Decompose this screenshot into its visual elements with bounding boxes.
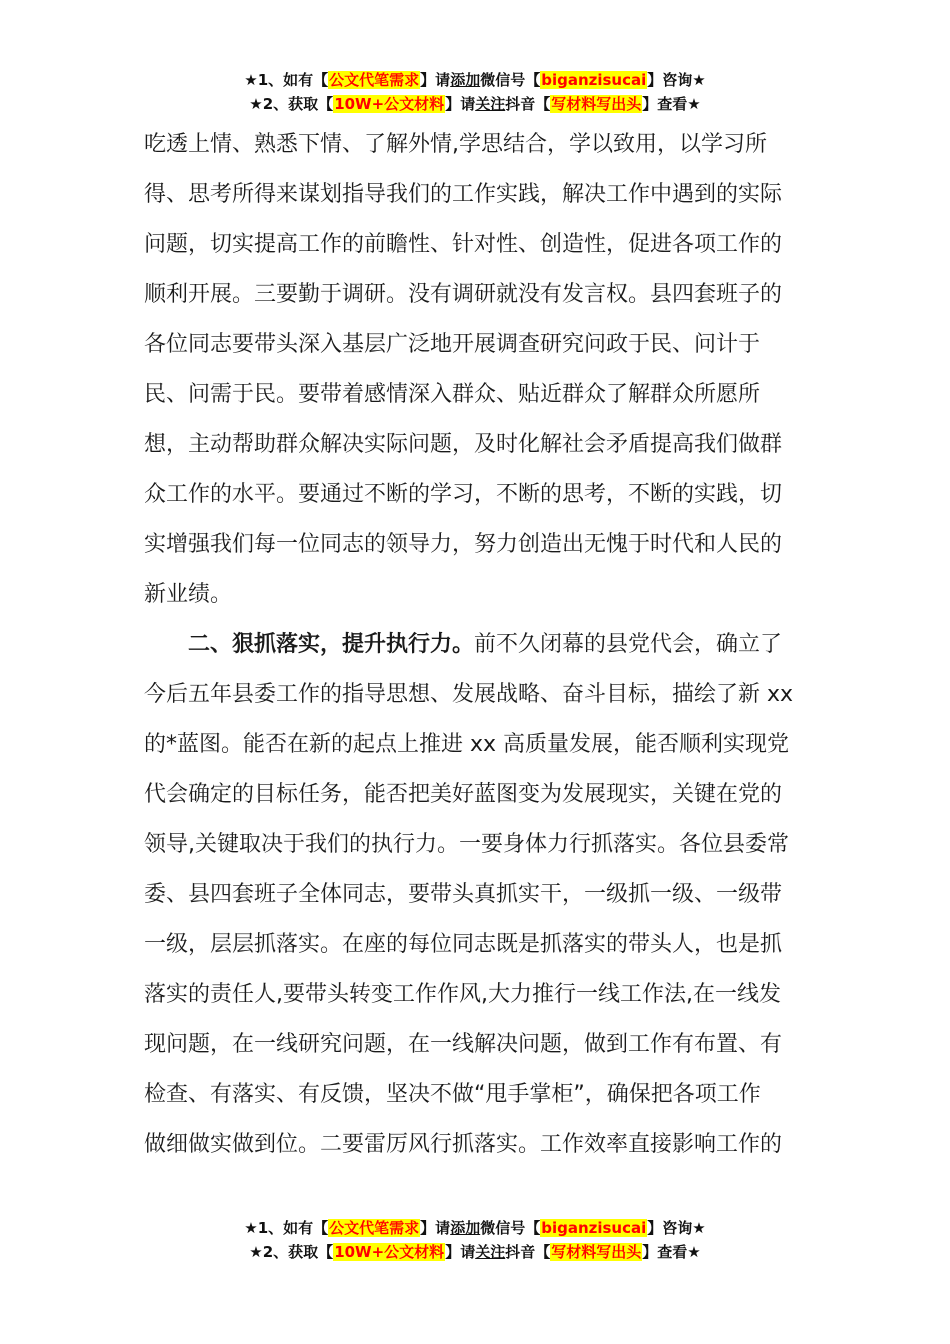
- paragraph-line: 众工作的水平。要通过不断的学习，不断的思考，不断的实践，切: [144, 482, 783, 507]
- highlight-wechat-id: biganzisucai: [541, 1219, 647, 1237]
- paragraph-line: 检查、有落实、有反馈，坚决不做“甩手掌柜”，确保把各项工作: [144, 1082, 761, 1107]
- banner-text: 】请: [420, 1219, 451, 1237]
- banner-text: 】咨询★: [647, 71, 706, 89]
- banner-text: 】请: [445, 1243, 476, 1261]
- footer-banner: [0, 1216, 950, 1264]
- highlight-materials: 10W+公文材料: [334, 95, 445, 113]
- highlight-service: 公文代笔需求: [329, 1219, 420, 1237]
- underlined-action: 关注: [475, 95, 506, 113]
- underlined-action: 关注: [475, 1243, 506, 1261]
- paragraph-line: 委、县四套班子全体同志，要带头真抓实干，一级抓一级、一级带: [144, 882, 783, 907]
- paragraph-line: 一级，层层抓落实。在座的每位同志既是抓落实的带头人，也是抓: [144, 932, 783, 957]
- paragraph-line: 吃透上情、熟悉下情、了解外情,学思结合，学以致用，以学习所: [144, 132, 767, 157]
- banner-text: 抖音【: [505, 1243, 551, 1261]
- paragraph-line: 顺利开展。三要勤于调研。没有调研就没有发言权。县四套班子的: [144, 282, 783, 307]
- highlight-douyin-id: 写材料写出头: [551, 1243, 642, 1261]
- banner-text: ★2、获取【: [249, 1243, 334, 1261]
- banner-text: 】查看★: [642, 95, 701, 113]
- section-heading: 二、狠抓落实，提升执行力。: [188, 632, 475, 657]
- banner-text: 微信号【: [480, 71, 541, 89]
- paragraph-line: 的*蓝图。能否在新的起点上推进 xx 高质量发展，能否顺利实现党: [144, 732, 790, 757]
- section-first-line: [144, 620, 804, 670]
- paragraph-line: 领导,关键取决于我们的执行力。一要身体力行抓落实。各位县委常: [144, 832, 789, 857]
- banner-line-1: [0, 1216, 950, 1240]
- paragraph-line: 做细做实做到位。二要雷厉风行抓落实。工作效率直接影响工作的: [144, 1132, 783, 1157]
- paragraph-line: 实增强我们每一位同志的领导力，努力创造出无愧于时代和人民的: [144, 532, 783, 557]
- underlined-action: 添加: [450, 71, 481, 89]
- banner-text: 】请: [445, 95, 476, 113]
- paragraph-text: 前不久闭幕的县党代会，确立了: [474, 632, 783, 657]
- banner-text: 抖音【: [505, 95, 551, 113]
- banner-text: ★2、获取【: [249, 95, 334, 113]
- paragraph-line: 今后五年县委工作的指导思想、发展战略、奋斗目标，描绘了新 xx: [144, 682, 794, 707]
- document-body: [144, 120, 804, 1170]
- paragraph-line: 各位同志要带头深入基层广泛地开展调查研究问政于民、问计于: [144, 332, 761, 357]
- paragraph-line: 问题，切实提高工作的前瞻性、针对性、创造性，促进各项工作的: [144, 232, 783, 257]
- paragraph-line: 新业绩。: [144, 582, 233, 607]
- banner-text: 】请: [420, 71, 451, 89]
- paragraph-line: 现问题，在一线研究问题，在一线解决问题，做到工作有布置、有: [144, 1032, 783, 1057]
- banner-text: 微信号【: [480, 1219, 541, 1237]
- banner-text: ★1、如有【: [244, 1219, 329, 1237]
- paragraph-line: 得、思考所得来谋划指导我们的工作实践，解决工作中遇到的实际: [144, 182, 783, 207]
- highlight-service: 公文代笔需求: [329, 71, 420, 89]
- banner-text: ★1、如有【: [244, 71, 329, 89]
- banner-line-2: [0, 1240, 950, 1264]
- paragraph-line: 民、问需于民。要带着感情深入群众、贴近群众了解群众所愿所: [144, 382, 761, 407]
- highlight-douyin-id: 写材料写出头: [551, 95, 642, 113]
- banner-line-2: [0, 92, 950, 116]
- banner-text: 】咨询★: [647, 1219, 706, 1237]
- banner-line-1: [0, 68, 950, 92]
- banner-text: 】查看★: [642, 1243, 701, 1261]
- paragraph-line: 想，主动帮助群众解决实际问题，及时化解社会矛盾提高我们做群: [144, 432, 783, 457]
- highlight-materials: 10W+公文材料: [334, 1243, 445, 1261]
- header-banner: [0, 68, 950, 116]
- highlight-wechat-id: biganzisucai: [541, 71, 647, 89]
- underlined-action: 添加: [450, 1219, 481, 1237]
- paragraph-line: 落实的责任人,要带头转变工作作风,大力推行一线工作法,在一线发: [144, 982, 781, 1007]
- paragraph-line: 代会确定的目标任务，能否把美好蓝图变为发展现实，关键在党的: [144, 782, 783, 807]
